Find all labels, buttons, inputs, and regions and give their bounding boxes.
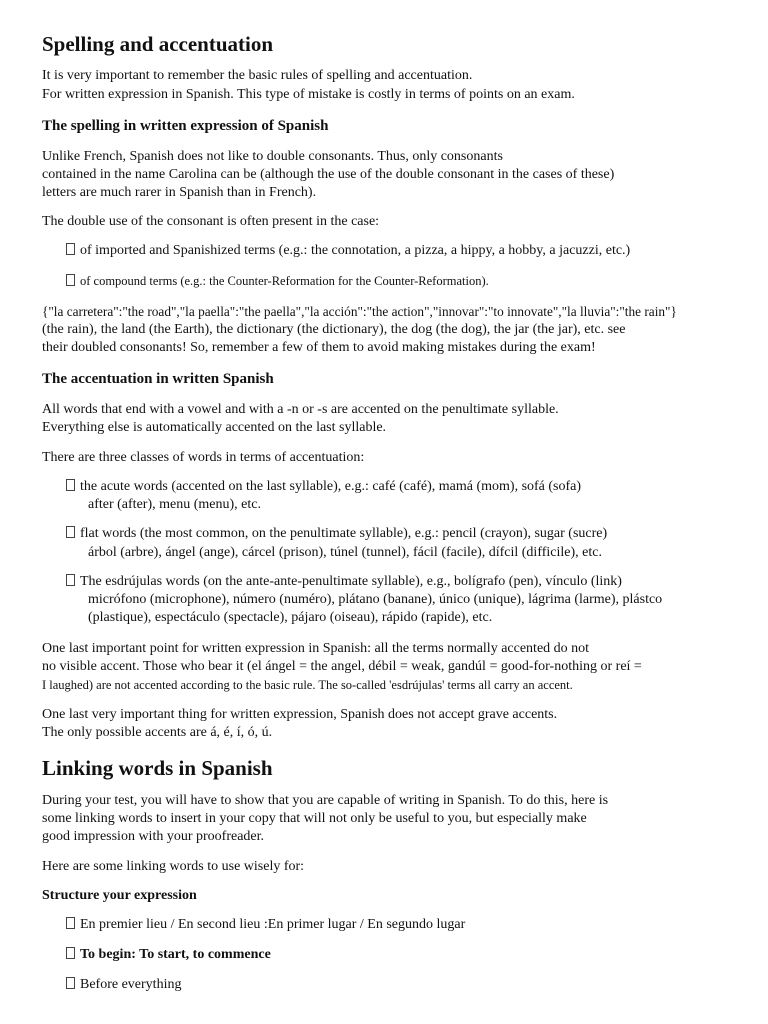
subsection-title-accentuation: The accentuation in written Spanish: [42, 371, 274, 387]
paragraph-line: {"la carretera":"the road","la paella":"the paella","la acción":"the action","innovar":"to innovate","la lluvia":"the rain"}: [42, 304, 677, 319]
list-item-continuation: after (after), menu (menu), etc.: [88, 497, 261, 512]
paragraph-line: One last important point for written expression in Spanish: all the terms normally accented do not: [42, 641, 590, 656]
list-item-text: of compound terms (e.g.: the Counter-Reformation for the Counter-Reformation).: [80, 274, 489, 288]
paragraph-line: letters are much rarer in Spanish than in French).: [42, 185, 317, 200]
list-item-text: The esdrújulas words (on the ante-ante-penultimate syllable), e.g., bolígrafo (pen), vínculo (link): [80, 574, 622, 589]
paragraph-line: no visible accent. Those who bear it (el ángel = the angel, débil = weak, gandúl = good-for-nothing or reí =: [42, 659, 642, 674]
paragraph-line: The double use of the consonant is often present in the case:: [42, 214, 380, 229]
structure-heading: Structure your expression: [42, 888, 197, 903]
paragraph-line: There are three classes of words in terms of accentuation:: [42, 450, 365, 465]
list-item-continuation: árbol (arbre), ángel (ange), cárcel (prison), túnel (tunnel), fácil (facile), dífcil (difficile), etc.: [88, 545, 602, 560]
list-item-text: En premier lieu / En second lieu :En primer lugar / En segundo lugar: [80, 917, 466, 932]
subsection-title-spelling: The spelling in written expression of Spanish: [42, 118, 329, 134]
paragraph-line: (the rain), the land (the Earth), the dictionary (the dictionary), the dog (the dog), the jar (the jar), etc. see: [42, 322, 626, 337]
paragraph-line: some linking words to insert in your copy that will not only be useful to you, but especially make: [42, 811, 587, 826]
list-item-continuation: (plastique), espectáculo (spectacle), pájaro (oiseau), rápido (rapide), etc.: [88, 610, 493, 625]
bullet-box-icon: [66, 574, 75, 586]
paragraph-line: contained in the name Carolina can be (although the use of the double consonant in the cases of these): [42, 167, 615, 182]
paragraph-line: For written expression in Spanish. This type of mistake is costly in terms of points on an exam.: [42, 87, 575, 102]
bullet-box-icon: [66, 977, 75, 989]
bullet-box-icon: [66, 274, 75, 286]
paragraph-line: Everything else is automatically accented on the last syllable.: [42, 420, 387, 435]
list-item: [66, 478, 581, 496]
section-title-spelling: Spelling and accentuation: [42, 32, 274, 56]
paragraph-line: good impression with your proofreader.: [42, 829, 265, 844]
list-item: [66, 916, 465, 934]
list-item: [66, 272, 489, 290]
list-item: [66, 573, 622, 591]
list-item-text: of imported and Spanishized terms (e.g.: the connotation, a pizza, a hippy, a hobby, a jacuzzi, etc.): [80, 243, 631, 258]
list-item: [66, 242, 630, 260]
bullet-box-icon: [66, 947, 75, 959]
bullet-box-icon: [66, 917, 75, 929]
bullet-box-icon: [66, 526, 75, 538]
paragraph-line: It is very important to remember the basic rules of spelling and accentuation.: [42, 68, 473, 83]
paragraph-line: Here are some linking words to use wisely for:: [42, 859, 305, 874]
paragraph-line: Unlike French, Spanish does not like to double consonants. Thus, only consonants: [42, 149, 503, 164]
paragraph-line: The only possible accents are á, é, í, ó, ú.: [42, 725, 273, 740]
list-item: [66, 525, 607, 543]
list-item: [66, 976, 181, 994]
list-item-continuation: micrófono (microphone), número (numéro), plátano (banane), único (unique), lágrima (larme), plástco: [88, 592, 663, 607]
paragraph-line: During your test, you will have to show that you are capable of writing in Spanish. To do this, here is: [42, 793, 609, 808]
list-item-text: the acute words (accented on the last syllable), e.g.: café (café), mamá (mom), sofá (sofa): [80, 479, 582, 494]
paragraph-line: One last very important thing for written expression, Spanish does not accept grave accents.: [42, 707, 558, 722]
paragraph-line: their doubled consonants! So, remember a few of them to avoid making mistakes during the exam!: [42, 340, 596, 355]
section-title-linking: Linking words in Spanish: [42, 756, 273, 780]
list-item-text: flat words (the most common, on the penultimate syllable), e.g.: pencil (crayon), sugar (sucre): [80, 526, 608, 541]
paragraph-line: I laughed) are not accented according to the basic rule. The so-called 'esdrújulas' terms all carry an accent.: [42, 678, 573, 692]
bullet-box-icon: [66, 243, 75, 255]
list-item: [66, 946, 271, 964]
paragraph-line: All words that end with a vowel and with a -n or -s are accented on the penultimate syllable.: [42, 402, 559, 417]
list-item-text: To begin: To start, to commence: [80, 947, 271, 962]
bullet-box-icon: [66, 479, 75, 491]
list-item-text: Before everything: [80, 977, 182, 992]
